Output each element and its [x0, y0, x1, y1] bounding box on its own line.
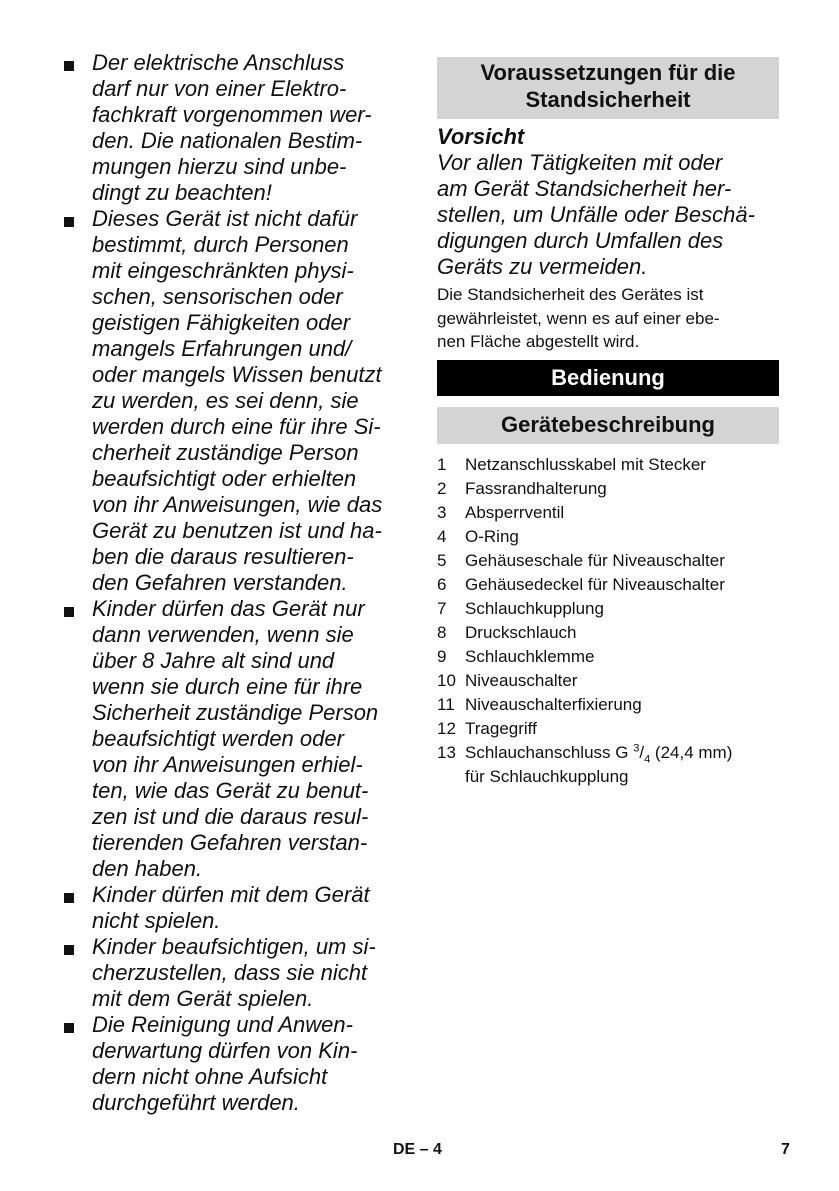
bullet-square-icon	[64, 607, 74, 617]
part-number: 11	[437, 694, 455, 714]
bullet-line: dann verwenden, wenn sie	[92, 622, 354, 647]
part-text: Tragegriff	[465, 718, 537, 738]
part-text: Schlauchkupplung	[465, 598, 604, 618]
caution-line: digungen durch Umfallen des	[437, 228, 724, 253]
parts-list-item	[437, 645, 779, 669]
part-number: 13	[437, 742, 456, 762]
part-number: 8	[437, 622, 447, 642]
part-number: 1	[437, 454, 447, 474]
parts-list-item	[437, 525, 779, 549]
body-line: nen Fläche abgestellt wird.	[437, 332, 640, 351]
bullet-line: Der elektrische Anschluss	[92, 50, 345, 75]
bullet-square-icon	[64, 61, 74, 71]
caution-text	[437, 150, 779, 280]
parts-list-item	[437, 621, 779, 645]
part-text-line2: für Schlauchkupplung	[465, 766, 629, 786]
bullet-line: dingt zu beachten!	[92, 180, 272, 205]
parts-list-item	[437, 669, 779, 693]
bullet-line: beaufsichtigt oder erhielten	[92, 466, 357, 491]
bullet-line: derwartung dürfen von Kin-	[92, 1038, 358, 1063]
bullet-line: cherzustellen, dass sie nicht	[92, 960, 368, 985]
parts-list-item-13: 13 Schlauchanschluss G $^3/_4$ (24,4 mm) für Schlauchkupplung	[437, 741, 779, 789]
operation-heading: Bedienung	[437, 360, 779, 396]
caution-line: am Gerät Standsicherheit her-	[437, 176, 732, 201]
caution-line: Vor allen Tätigkeiten mit oder	[437, 150, 723, 175]
part-text: Fassrandhalterung	[465, 478, 607, 498]
bullet-line: Sicherheit zuständige Person	[92, 700, 379, 725]
parts-list-item	[437, 597, 779, 621]
part-number: 3	[437, 502, 447, 522]
parts-list-item	[437, 453, 779, 477]
bullet-line: tierenden Gefahren verstan-	[92, 830, 368, 855]
bullet-line: zen ist und die daraus resul-	[92, 804, 369, 829]
bullet-line: Dieses Gerät ist nicht dafür	[92, 206, 358, 231]
safety-instructions-column	[62, 50, 412, 1116]
body-line: Die Standsicherheit des Gerätes ist	[437, 285, 704, 304]
part-text: Absperrventil	[465, 502, 565, 522]
part-text: Schlauchklemme	[465, 646, 595, 666]
bullet-line: durchgeführt werden.	[92, 1090, 300, 1115]
bullet-square-icon	[64, 893, 74, 903]
parts-list	[437, 453, 779, 789]
caution-line: stellen, um Unfälle oder Beschä-	[437, 202, 755, 227]
bullet-line: schen, sensorischen oder	[92, 284, 343, 309]
bullet-line: mangels Erfahrungen und/	[92, 336, 352, 361]
device-description-heading: Gerätebeschreibung	[437, 407, 779, 444]
bullet-line: den Gefahren verstanden.	[92, 570, 348, 595]
part-text: Druckschlauch	[465, 622, 577, 642]
part-text: O-Ring	[465, 526, 519, 546]
fraction-denominator: 4	[644, 752, 651, 765]
bullet-line: wenn sie durch eine für ihre	[92, 674, 363, 699]
part-number: 9	[437, 646, 447, 666]
part-number: 10	[437, 670, 456, 690]
part-number: 12	[437, 718, 456, 738]
bullet-line: beaufsichtigt werden oder	[92, 726, 344, 751]
caution-line: Geräts zu vermeiden.	[437, 254, 648, 279]
safety-bullet-item	[62, 50, 412, 206]
footer-page-number: 7	[781, 1141, 790, 1158]
bullet-line: den haben.	[92, 856, 203, 881]
stability-heading	[437, 57, 779, 119]
part-number: 2	[437, 478, 447, 498]
part-text: Gehäusedeckel für Niveauschalter	[465, 574, 725, 594]
bullet-line: den. Die nationalen Bestim-	[92, 128, 363, 153]
bullet-line: ben die daraus resultieren-	[92, 544, 354, 569]
part-text-size: (24,4 mm)	[650, 742, 733, 762]
bullet-line: fachkraft vorgenommen wer-	[92, 102, 372, 127]
bullet-line: mit dem Gerät spielen.	[92, 986, 314, 1011]
bullet-line: cherheit zuständige Person	[92, 440, 359, 465]
bullet-line: oder mangels Wissen benutzt	[92, 362, 382, 387]
bullet-line: mit eingeschränkten physi-	[92, 258, 354, 283]
safety-bullet-item	[62, 206, 412, 596]
part-text: Niveauschalterfixierung	[465, 694, 642, 714]
safety-bullet-item	[62, 882, 412, 934]
parts-list-item	[437, 477, 779, 501]
bullet-line: zu werden, es sei denn, sie	[92, 388, 359, 413]
bullet-line: darf nur von einer Elektro-	[92, 76, 347, 101]
fraction-numerator: 3	[633, 741, 640, 754]
parts-list-item	[437, 501, 779, 525]
safety-bullet-item	[62, 934, 412, 1012]
part-number: 5	[437, 550, 447, 570]
stability-heading-line1: Voraussetzungen für die	[480, 60, 736, 85]
bullet-line: Kinder dürfen mit dem Gerät	[92, 882, 370, 907]
footer-section-label: DE – 4	[393, 1141, 442, 1158]
bullet-square-icon	[64, 945, 74, 955]
safety-bullet-item	[62, 596, 412, 882]
right-column	[437, 57, 779, 789]
parts-list-item	[437, 693, 779, 717]
part-number: 7	[437, 598, 447, 618]
part-text: Gehäuseschale für Niveauschalter	[465, 550, 725, 570]
bullet-line: Gerät zu benutzen ist und ha-	[92, 518, 382, 543]
bullet-line: werden durch eine für ihre Si-	[92, 414, 381, 439]
safety-bullet-item	[62, 1012, 412, 1116]
bullet-line: nicht spielen.	[92, 908, 221, 933]
bullet-line: mungen hierzu sind unbe-	[92, 154, 347, 179]
parts-list-item	[437, 549, 779, 573]
part-number: 4	[437, 526, 447, 546]
part-number: 6	[437, 574, 447, 594]
part-text: Niveauschalter	[465, 670, 578, 690]
bullet-line: über 8 Jahre alt sind und	[92, 648, 335, 673]
bullet-square-icon	[64, 217, 74, 227]
stability-body-text	[437, 283, 779, 354]
stability-heading-line2: Standsicherheit	[525, 87, 691, 112]
caution-title: Vorsicht	[437, 124, 525, 149]
bullet-square-icon	[64, 1023, 74, 1033]
bullet-line: geistigen Fähigkeiten oder	[92, 310, 351, 335]
bullet-line: Kinder dürfen das Gerät nur	[92, 596, 365, 621]
parts-list-item	[437, 717, 779, 741]
bullet-line: Die Reinigung und Anwen-	[92, 1012, 353, 1037]
bullet-line: dern nicht ohne Aufsicht	[92, 1064, 328, 1089]
bullet-line: ten, wie das Gerät zu benut-	[92, 778, 369, 803]
bullet-line: Kinder beaufsichtigen, um si-	[92, 934, 376, 959]
bullet-line: von ihr Anweisungen, wie das	[92, 492, 383, 517]
bullet-line: bestimmt, durch Personen	[92, 232, 349, 257]
bullet-line: von ihr Anweisungen erhiel-	[92, 752, 363, 777]
body-line: gewährleistet, wenn es auf einer ebe-	[437, 308, 720, 328]
part-text: Netzanschlusskabel mit Stecker	[465, 454, 706, 474]
part-text: Schlauchanschluss G	[465, 742, 634, 762]
parts-list-item	[437, 573, 779, 597]
